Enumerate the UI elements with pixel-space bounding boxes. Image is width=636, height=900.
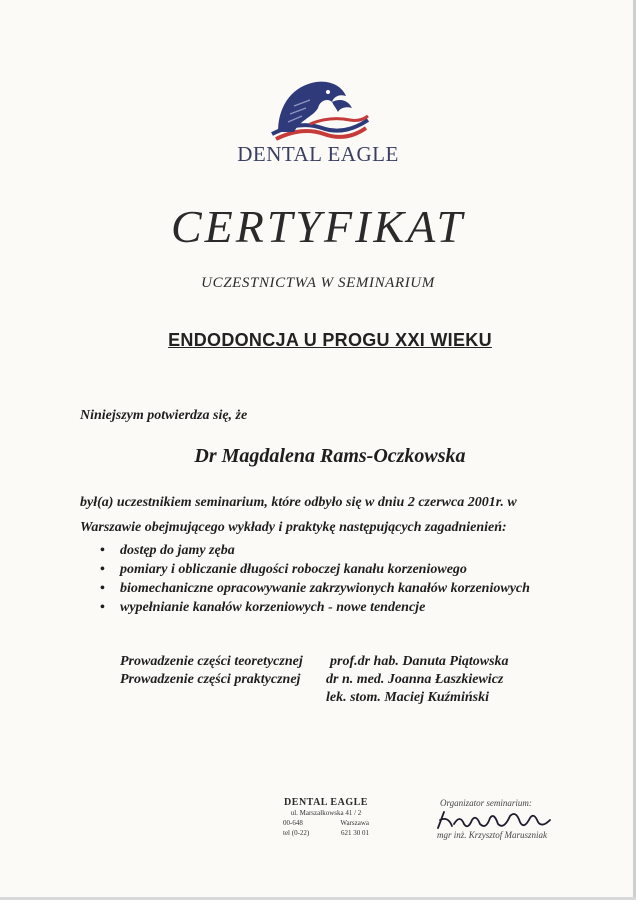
company-address-block [283,798,369,838]
description-line-1: był(a) uczestnikiem seminarium, które odbyło się w dniu 2 czerwca 2001r. w [80,495,517,510]
description-line-2: Warszawie obejmującego wykłady i praktykę następujących zagadnienień: [80,520,507,535]
list-item: • dostęp do jamy zęba [100,543,235,558]
dental-eagle-logo-icon [270,76,370,142]
footer-postal: 00-648 [283,819,303,827]
list-item: • wypełnianie kanałów korzeniowych - nowe tendencje [100,600,426,615]
organizer-label: Organizator seminarium: [440,798,532,808]
footer-city: Warszawa [340,819,369,827]
certificate-subtitle: UCZESTNICTWA W SEMINARIUM [201,275,435,291]
practice-lead-name-2: lek. stom. Maciej Kuźmiński [326,690,489,705]
confirm-text: Niniejszym potwierdza się, że [80,408,248,423]
footer-tel-number: 621 30 01 [341,829,369,837]
footer-phone-row [283,828,369,838]
organizer-name: mgr inż. Krzysztof Maruszniak [437,830,548,840]
theory-lead-label: Prowadzenie części teoretycznej [120,654,303,669]
footer-city-row [283,818,369,828]
seminar-title: ENDODONCJA U PROGU XXI WIEKU [168,330,492,350]
brand-name: DENTAL EAGLE [237,142,399,166]
bullet-icon: • [100,562,105,577]
topic-list [100,543,530,619]
list-item: • biomechaniczne opracowywanie zakrzywionych kanałów korzeniowych [100,581,530,596]
certificate-title: CERTYFIKAT [170,201,466,252]
bullet-icon: • [100,600,105,615]
practice-lead-label: Prowadzenie części praktycznej [120,672,301,687]
footer-street: ul. Marszałkowska 41 / 2 [290,809,362,817]
footer-tel-label: tel (0-22) [283,829,310,837]
theory-lead-name: prof.dr hab. Danuta Piątowska [330,654,509,669]
participant-name: Dr Magdalena Rams-Oczkowska [194,445,466,467]
list-item: • pomiary i obliczanie długości roboczej kanału korzeniowego [100,562,467,577]
bullet-icon: • [100,543,105,558]
bullet-icon: • [100,581,105,596]
practice-lead-name-1: dr n. med. Joanna Łaszkiewicz [326,672,504,687]
footer-brand: DENTAL EAGLE [284,797,368,808]
